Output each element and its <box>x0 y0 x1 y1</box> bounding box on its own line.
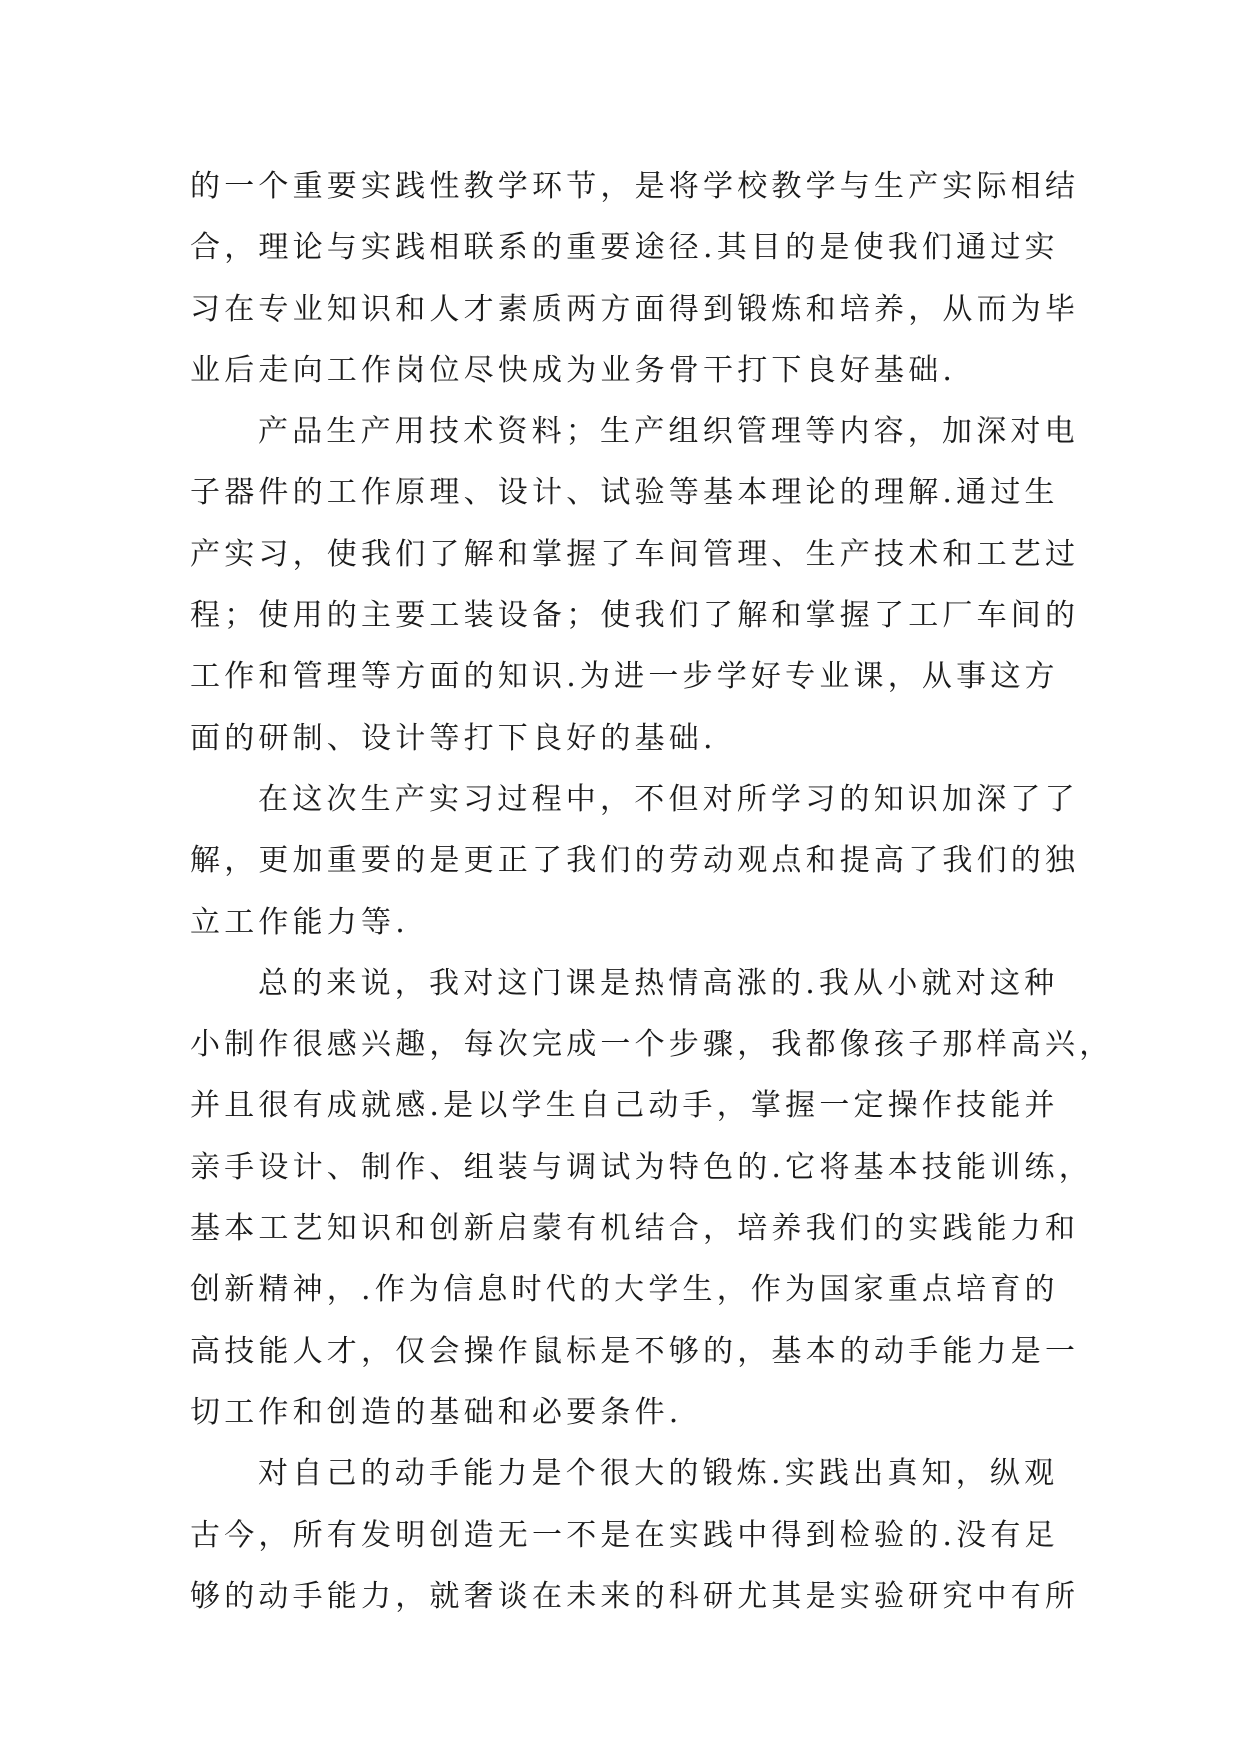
text-line: 切工作和创造的基础和必要条件. <box>190 1394 683 1430</box>
text-line: 产实习，使我们了解和掌握了车间管理、生产技术和工艺过 <box>190 536 1080 572</box>
text-line: 子器件的工作原理、设计、试验等基本理论的理解.通过生 <box>190 475 1059 511</box>
text-line: 产品生产用技术资料；生产组织管理等内容，加深对电 <box>258 414 1079 450</box>
text-line: 程；使用的主要工装设备；使我们了解和掌握了工厂车间的 <box>190 598 1080 634</box>
text-line: 并且很有成就感.是以学生自己动手，掌握一定操作技能并 <box>190 1088 1059 1124</box>
text-line: 基本工艺知识和创新启蒙有机结合，培养我们的实践能力和 <box>190 1211 1080 1247</box>
text-line: 解，更加重要的是更正了我们的劳动观点和提高了我们的独 <box>190 843 1080 879</box>
text-line: 亲手设计、制作、组装与调试为特色的.它将基本技能训练， <box>190 1149 1093 1185</box>
text-line: 古今，所有发明创造无一不是在实践中得到检验的.没有足 <box>190 1517 1059 1553</box>
text-line: 的一个重要实践性教学环节，是将学校教学与生产实际相结 <box>190 169 1080 204</box>
text-line: 立工作能力等. <box>190 904 409 940</box>
text-line: 面的研制、设计等打下良好的基础. <box>190 720 717 756</box>
text-line: 总的来说，我对这门课是热情高涨的.我从小就对这种 <box>258 965 1059 1001</box>
text-line: 对自己的动手能力是个很大的锻炼.实践出真知，纵观 <box>258 1456 1059 1492</box>
text-line: 习在专业知识和人才素质两方面得到锻炼和培养，从而为毕 <box>190 291 1080 327</box>
text-line: 在这次生产实习过程中，不但对所学习的知识加深了了 <box>258 781 1079 817</box>
text-line: 合，理论与实践相联系的重要途径.其目的是使我们通过实 <box>190 230 1059 266</box>
text-line: 小制作很感兴趣，每次完成一个步骤，我都像孩子那样高兴， <box>190 1027 1114 1063</box>
text-line: 工作和管理等方面的知识.为进一步学好专业课，从事这方 <box>190 659 1059 695</box>
body-text <box>190 156 1114 1627</box>
text-line: 业后走向工作岗位尽快成为业务骨干打下良好基础. <box>190 352 957 388</box>
text-line: 创新精神，.作为信息时代的大学生，作为国家重点培育的 <box>190 1272 1059 1308</box>
text-line: 高技能人才，仅会操作鼠标是不够的，基本的动手能力是一 <box>190 1333 1080 1369</box>
text-line: 够的动手能力，就奢谈在未来的科研尤其是实验研究中有所 <box>190 1578 1080 1614</box>
